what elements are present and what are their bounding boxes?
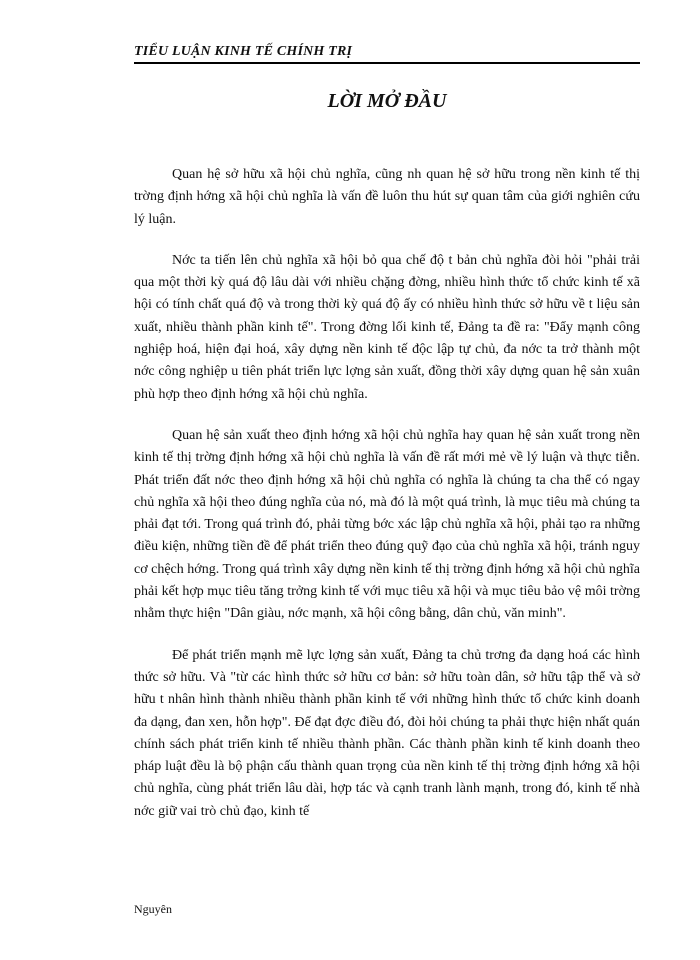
- page-title: LỜI MỞ ĐẦU: [327, 90, 447, 112]
- paragraph-2: Nớc ta tiến lên chủ nghĩa xã hội bỏ qua chế độ t bản chủ nghĩa đòi hỏi "phải trải qua một thời kỳ quá độ lâu dài với nhiều chặng đờng, nhiều hình thức tổ chức kinh tế xã hội có tính chất quá độ và trong thời kỳ quá độ ấy có nhiều hình thức sở hữu về t liệu sản xuất, nhiều thành phần kinh tế". Trong đờng lối kinh tế, Đảng ta đề ra: "Đẩy mạnh công nghiệp hoá, hiện đại hoá, xây dựng nền kinh tế độc lập tự chủ, đa nớc ta trở thành một nớc công nghiệp u tiên phát triển lực lợng sản xuất, đồng thời xây dựng quan hệ sản xuân phù hợp theo định hớng xã hội chủ nghĩa.: [134, 252, 640, 402]
- header-divider: [134, 62, 640, 64]
- footer-author: Nguyên: [134, 902, 172, 916]
- document-body: [134, 164, 640, 842]
- paragraph-4: Để phát triển mạnh mẽ lực lợng sản xuất, Đảng ta chủ trơng đa dạng hoá các hình thức sở hữu. Và "từ các hình thức sở hữu cơ bản: sở hữu toàn dân, sở hữu tập thể và sở hữu t nhân hình thành nhiều thành phần kinh tế với những hình thức tổ chức kinh doanh đa dạng, đan xen, hỗn hợp". Để đạt đợc điều đó, đòi hỏi chúng ta phải thực hiện nhất quán chính sách phát triển kinh tế nhiều thành phần. Các thành phần kinh tế kinh doanh theo pháp luật đều là bộ phận cấu thành quan trọng của nền kinh tế thị trờng định hớng xã hội chủ nghĩa, cùng phát triển lâu dài, hợp tác và cạnh tranh lành mạnh, trong đó, kinh tế nhà nớc giữ vai trò chủ đạo, kinh tế: [134, 647, 640, 819]
- paragraph-3: Quan hệ sản xuất theo định hớng xã hội chủ nghĩa hay quan hệ sản xuất trong nền kinh tế thị trờng định hớng xã hội chủ nghĩa là vấn đề rất mới mẻ về lý luận và thực tiễn. Phát triển đất nớc theo định hớng xã hội chủ nghĩa có nghĩa là chúng ta cha thể có ngay chủ nghĩa xã hội theo đúng nghĩa của nó, mà đó là một quá trình, là mục tiêu mà chúng ta phải đạt tới. Trong quá trình đó, phải từng bớc xác lập chủ nghĩa xã hội, phải tạo ra những điều kiện, những tiền đề để phát triển theo đúng quỹ đạo của chủ nghĩa xã hội, tránh nguy cơ chệch hớng. Trong quá trình xây dựng nền kinh tế thị trờng định hớng xã hội chủ nghĩa phải kết hợp mục tiêu tăng trởng kinh tế với mục tiêu xã hội và mục tiêu bảo vệ môi trờng nhằm thực hiện "Dân giàu, nớc mạnh, xã hội công bằng, dân chủ, văn minh".: [134, 427, 640, 622]
- paragraph-1: Quan hệ sở hữu xã hội chủ nghĩa, cũng nh quan hệ sở hữu trong nền kinh tế thị trờng định hớng xã hội chủ nghĩa là vấn đề luôn thu hút sự quan tâm của giới nghiên cứu lý luận.: [134, 167, 640, 227]
- running-header: TIỂU LUẬN KINH TẾ CHÍNH TRỊ: [134, 44, 353, 59]
